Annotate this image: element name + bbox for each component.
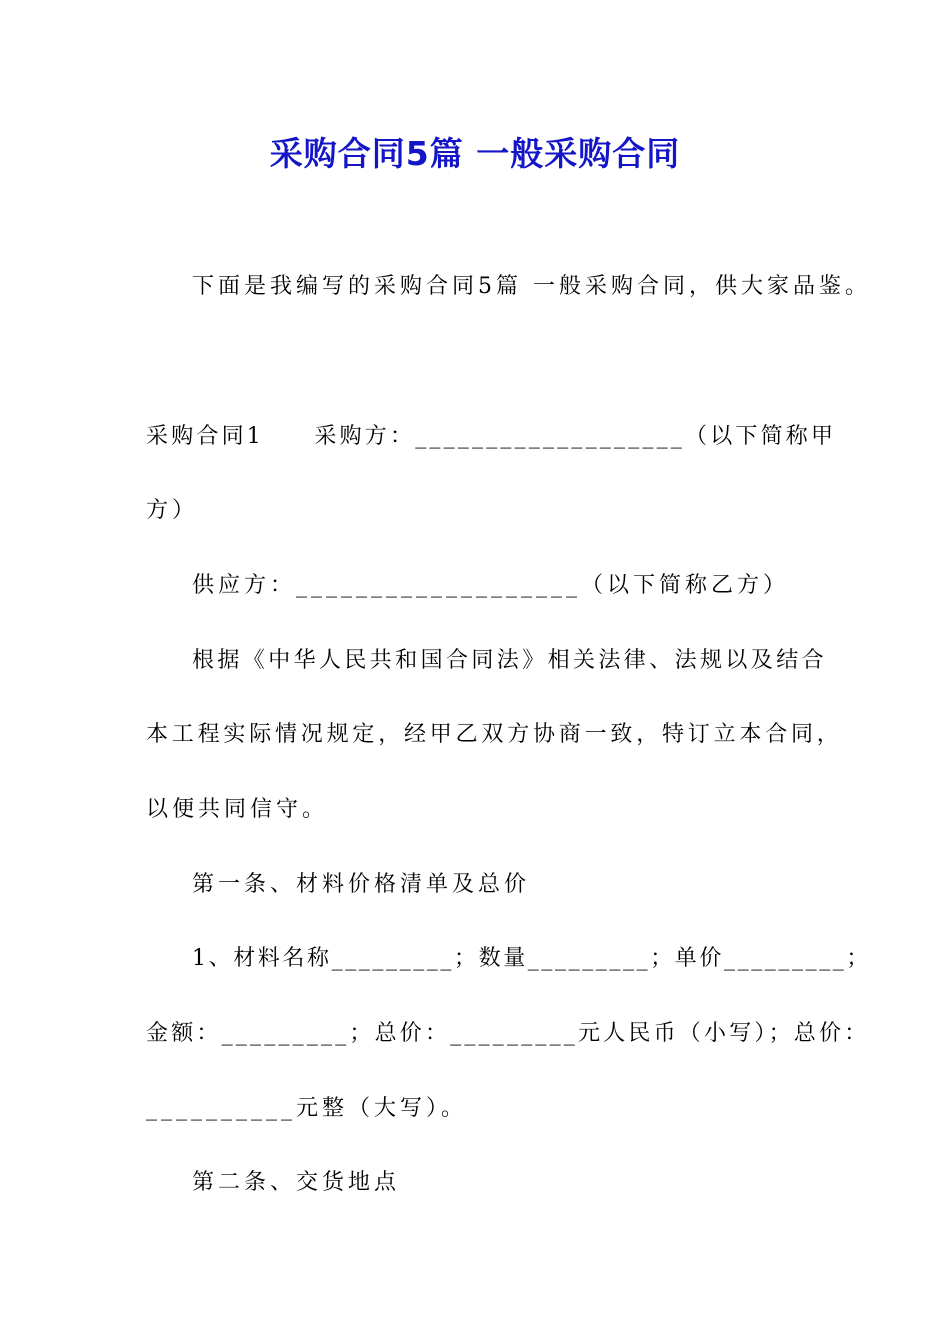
article-two-heading: 第二条、交货地点 <box>192 1170 401 1195</box>
supplier-line: 供应方：___________________（以下简称乙方） <box>192 573 790 598</box>
basis-paragraph-line-2: 本工程实际情况规定，经甲乙双方协商一致，特订立本合同， <box>146 722 843 747</box>
amount-line: 金额：_________；总价：_________元人民币（小写）；总价： <box>146 1021 870 1046</box>
amount-capital-line: __________元整（大写）。 <box>146 1096 468 1121</box>
basis-paragraph-line-3: 以便共同信守。 <box>146 797 329 822</box>
article-one-heading: 第一条、材料价格清单及总价 <box>192 872 531 897</box>
basis-paragraph-line-1: 根据《中华人民共和国合同法》相关法律、法规以及结合 <box>192 648 828 673</box>
contract-heading-line: 采购合同1 采购方：___________________（以下简称甲 <box>146 424 837 449</box>
material-item-line: 1、材料名称_________；数量_________；单价_________； <box>192 946 871 971</box>
contract-heading-line-continued: 方） <box>146 498 199 523</box>
intro-paragraph: 下面是我编写的采购合同5篇 一般采购合同，供大家品鉴。 <box>192 274 871 299</box>
document-title: 采购合同5篇 一般采购合同 <box>269 134 681 173</box>
